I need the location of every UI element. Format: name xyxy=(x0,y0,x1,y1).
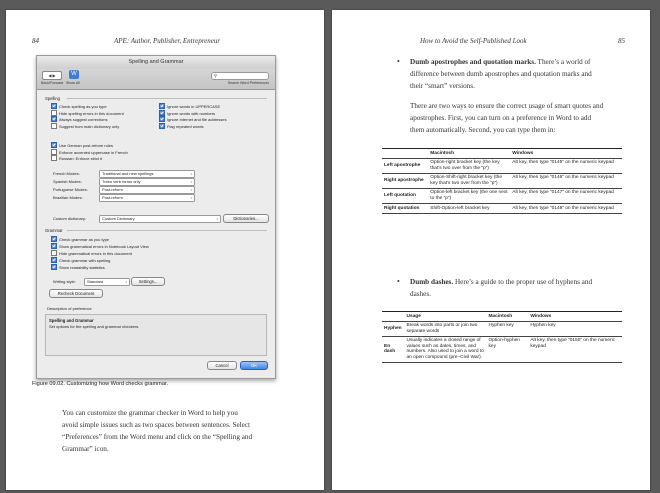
table-header-row xyxy=(382,149,622,159)
description-text: Set options for the spelling and grammar checkers. xyxy=(49,324,140,329)
table-cell: Break words into parts or join two separate words xyxy=(405,321,487,336)
checked-checkbox-icon[interactable] xyxy=(51,264,57,270)
bullet-icon: • xyxy=(397,57,400,66)
running-head: APE: Author, Publisher, Entrepreneur xyxy=(114,37,221,45)
table-cell: Usually indicates a closed range of values such as dates, times, and numbers. Also used to join a word to an open compound (pre–Civil War). xyxy=(405,336,487,362)
checked-checkbox-icon[interactable] xyxy=(51,257,57,263)
checkbox-label: Hide spelling errors in this document xyxy=(59,110,124,116)
checkbox-option[interactable] xyxy=(159,110,215,116)
checkbox-option[interactable] xyxy=(159,103,220,109)
back-forward-button[interactable]: ◀ ▶ xyxy=(42,71,62,80)
dialog-toolbar xyxy=(37,69,275,90)
checkbox-option[interactable] xyxy=(51,123,119,129)
unchecked-checkbox-icon[interactable] xyxy=(51,110,57,116)
table-cell: Shift-Option-left bracket key xyxy=(428,204,510,214)
column-header: Macintosh xyxy=(487,312,529,322)
running-head: How to Avoid the Self-Published Look xyxy=(420,37,527,45)
mode-label: Brazilian Modes: xyxy=(53,195,83,200)
column-header xyxy=(382,312,405,322)
checkbox-option[interactable] xyxy=(51,149,128,155)
row-header: Left apostrophe xyxy=(382,158,428,173)
checkbox-label: Use German post-reform rules xyxy=(59,143,114,148)
checked-checkbox-icon[interactable] xyxy=(159,103,165,109)
dialog-title: Spelling and Grammar xyxy=(37,56,275,69)
description-box xyxy=(45,314,267,356)
table-cell: Option-hyphen key xyxy=(487,336,529,362)
quotes-table xyxy=(382,148,622,214)
bullet-dumb-dashes: • Dumb dashes. Here’s a guide to the proper use of hyphens and dashes. xyxy=(397,277,593,298)
dashes-table xyxy=(382,311,622,363)
page-number: 85 xyxy=(618,37,625,45)
table-row xyxy=(382,173,622,188)
row-header: Right apostrophe xyxy=(382,173,428,188)
mode-label: French Modes: xyxy=(53,171,80,176)
table-row xyxy=(382,204,622,214)
settings-button[interactable]: Settings... xyxy=(131,277,165,286)
right-page xyxy=(332,10,650,490)
column-header: Macintosh xyxy=(428,149,510,159)
column-header: Windows xyxy=(510,149,622,159)
column-header: Windows xyxy=(528,312,622,322)
checked-checkbox-icon[interactable] xyxy=(51,103,57,109)
checkbox-label: Russian: Enforce strict ë xyxy=(59,156,103,161)
checkbox-label: Ignore words in UPPERCASE xyxy=(167,104,221,109)
mode-label: Portuguese Modes: xyxy=(53,187,88,192)
back-forward-label: Back/Forward xyxy=(41,81,64,85)
mode-label: Spanish Modes: xyxy=(53,179,82,184)
table-cell: Option-right bracket key (the key that’s two over from the “p”) xyxy=(428,158,510,173)
checkbox-option[interactable] xyxy=(51,250,132,256)
bullet-icon: • xyxy=(397,277,400,286)
checkbox-option[interactable] xyxy=(51,142,113,148)
writing-style-select[interactable]: Standard ↕ xyxy=(84,278,130,286)
checkbox-option[interactable] xyxy=(159,123,203,129)
checkbox-label: Always suggest corrections xyxy=(59,117,108,122)
row-header: Hyphen xyxy=(382,321,405,336)
checkbox-option[interactable] xyxy=(51,257,110,263)
table-row xyxy=(382,336,622,362)
spelling-section-header: Spelling xyxy=(45,96,60,101)
checkbox-option[interactable] xyxy=(51,155,102,161)
mode-select[interactable]: Post-reform ↕ xyxy=(99,186,195,194)
checkbox-label: Ignore words with numbers xyxy=(167,110,216,116)
body-paragraph: You can customize the grammar checker in Word to help you avoid simple issues such as two spaces between sentences. Select “Preferences” from the Word menu and click on the “Spelling and Grammar” icon. xyxy=(62,409,253,453)
cancel-button[interactable]: Cancel xyxy=(207,361,237,370)
table-cell: Hyphen key xyxy=(528,321,622,336)
smart-quotes-paragraph: There are two ways to ensure the correct usage of smart quotes and apostrophes. First, you can turn on a preference in Word to add them automatically. Second, you can type them in: xyxy=(410,102,604,134)
custom-dictionary-label: Custom dictionary: xyxy=(53,216,87,221)
table-cell: Option-Shift-right bracket key (the key that’s two over from the “p”) xyxy=(428,173,510,188)
search-label: Search Word Preferences xyxy=(227,81,269,85)
unchecked-checkbox-icon[interactable] xyxy=(51,123,57,129)
checkbox-label: Flag repeated words xyxy=(167,123,204,129)
checkbox-label: Check grammar as you type xyxy=(59,237,110,242)
checked-checkbox-icon[interactable] xyxy=(51,142,57,148)
search-input[interactable] xyxy=(211,72,269,80)
table-cell: Option-left bracket key (the one next to the “p”) xyxy=(428,188,510,203)
checkbox-label: Hide grammatical errors in this document xyxy=(59,251,132,256)
page-number: 84 xyxy=(32,37,39,45)
writing-style-label: Writing style: xyxy=(53,279,76,284)
unchecked-checkbox-icon[interactable] xyxy=(51,250,57,256)
description-header: Description of preference xyxy=(47,306,92,311)
checkbox-option[interactable] xyxy=(51,110,124,116)
checkbox-label: Check spelling as you type xyxy=(59,104,107,109)
show-all-icon[interactable]: W xyxy=(69,70,79,79)
dictionaries-button[interactable]: Dictionaries... xyxy=(223,214,269,223)
column-header: Usage xyxy=(405,312,487,322)
checkbox-label: Check grammar with spelling xyxy=(59,258,111,263)
checkbox-label: Suggest from main dictionary only xyxy=(59,123,120,129)
checkbox-option[interactable] xyxy=(51,236,109,242)
custom-dictionary-select[interactable]: Custom Dictionary ↕ xyxy=(99,215,221,223)
show-all-label: Show All xyxy=(66,81,80,85)
table-header-row xyxy=(382,312,622,322)
table-cell: Alt key, then type “0146” on the numeric keypad xyxy=(510,173,622,188)
row-header: Left quotation xyxy=(382,188,428,203)
mode-select[interactable]: Traditional and new spellings ↕ xyxy=(99,170,195,178)
search-icon: ⚲ xyxy=(214,73,217,78)
checked-checkbox-icon[interactable] xyxy=(51,116,57,122)
spelling-grammar-dialog xyxy=(36,55,276,379)
table-row xyxy=(382,321,622,336)
bullet-dumb-apostrophes: • Dumb apostrophes and quotation marks. There’s a world of difference between dumb apostrophes and quotation marks and their “smart” versions. xyxy=(397,57,592,90)
description-title: Spelling and Grammar xyxy=(49,318,94,323)
checkbox-option[interactable] xyxy=(51,243,149,249)
checked-checkbox-icon[interactable] xyxy=(159,116,165,122)
checkbox-option[interactable] xyxy=(159,116,227,122)
table-cell: Alt key, then type “0147” on the numeric keypad xyxy=(510,188,622,203)
table-cell: Hyphen key xyxy=(487,321,529,336)
mode-select[interactable]: Tuteo verb forms only ↕ xyxy=(99,178,195,186)
checkbox-label: Enforce accented uppercase in French xyxy=(59,149,128,155)
checked-checkbox-icon[interactable] xyxy=(51,236,57,242)
figure-caption: Figure 09.02. Customizing how Word checks grammar. xyxy=(32,381,169,387)
grammar-section-header: Grammar xyxy=(45,228,63,233)
recheck-document-button[interactable]: Recheck Document xyxy=(49,289,103,298)
table-cell: Alt key, then type “0150” on the numeric keypad xyxy=(528,336,622,362)
checked-checkbox-icon[interactable] xyxy=(159,110,165,116)
table-row xyxy=(382,158,622,173)
unchecked-checkbox-icon[interactable] xyxy=(51,149,57,155)
checked-checkbox-icon[interactable] xyxy=(51,243,57,249)
left-page xyxy=(6,10,324,490)
ok-button[interactable]: OK xyxy=(240,361,268,370)
checkbox-label: Show grammatical errors in Notebook Layout View xyxy=(59,244,149,249)
checked-checkbox-icon[interactable] xyxy=(159,123,165,129)
checkbox-option[interactable] xyxy=(51,103,107,109)
checkbox-option[interactable] xyxy=(51,264,105,270)
mode-select[interactable]: Post-reform ↕ xyxy=(99,194,195,202)
checkbox-label: Show readability statistics xyxy=(59,265,105,270)
row-header: Right quotation xyxy=(382,204,428,214)
row-header: En dash xyxy=(382,336,405,362)
checkbox-label: Ignore Internet and file addresses xyxy=(167,117,227,122)
table-cell: Alt key, then type “0145” on the numeric keypad xyxy=(510,158,622,173)
table-cell: Alt key, then type “0148” on the numeric keypad xyxy=(510,204,622,214)
table-row xyxy=(382,188,622,203)
unchecked-checkbox-icon[interactable] xyxy=(51,155,57,161)
column-header xyxy=(382,149,428,159)
checkbox-option[interactable] xyxy=(51,116,107,122)
